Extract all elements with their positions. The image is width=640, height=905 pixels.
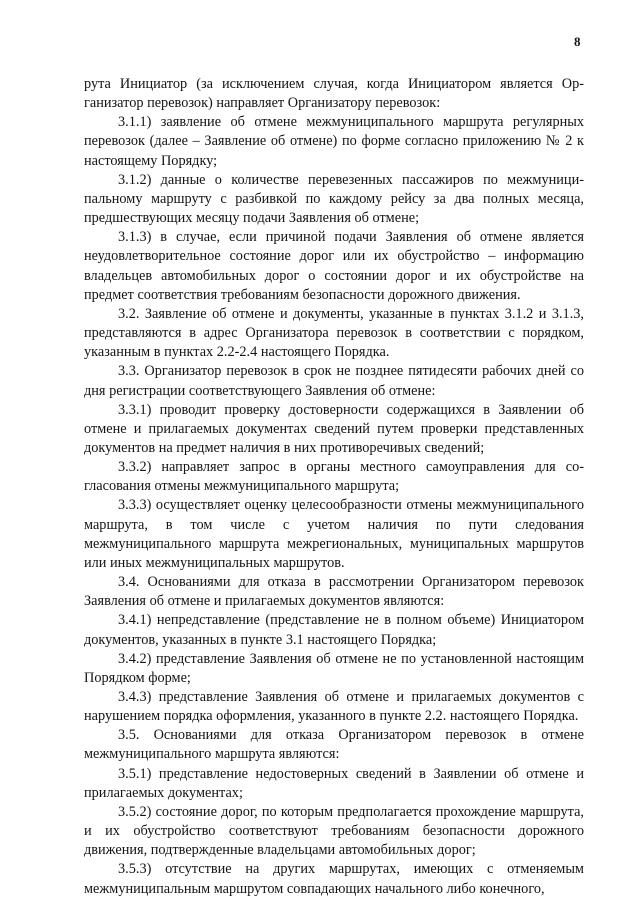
- paragraph-3-4-3: 3.4.3) представление Заявления об отмене и прилагаемых документов с нарушением порядка оформления, указанного в пункте 2.2. настоящего Порядка.: [84, 689, 584, 725]
- paragraph-3-4-1: 3.4.1) непредставление (представление не в полном объеме) Инициатором документов, указанных в пункте 3.1 настоящего Порядка;: [84, 612, 584, 648]
- paragraph-3-1-1: 3.1.1) заявление об отмене межмуниципального маршрута регулярных перевозок (далее – Заявление об отмене) по форме согласно приложению № 2 к настоящему Порядку;: [84, 114, 584, 169]
- paragraph-3-4: 3.4. Основаниями для отказа в рассмотрении Организатором перевозок Заявления об отмене и прилагаемых документов являются:: [84, 574, 584, 610]
- paragraph-3-1-2: 3.1.2) данные о количестве перевезенных пассажиров по межмуниципальному маршруту с разбивкой по каждому рейсу за два полных месяца, предшествующих месяцу подачи Заявления об отмене;: [84, 171, 584, 227]
- paragraph-3-1-3: 3.1.3) в случае, если причиной подачи Заявления об отмене является неудовлетворительное состояние дорог или их обустройство – информацию владельцев автомобильных дорог о состоянии дорог и их обустройстве на предмет соответствия требованиям безопасности дорожного движения.: [84, 229, 584, 303]
- page-number: 8: [574, 34, 581, 49]
- document-body: [84, 75, 584, 899]
- paragraph-3-5: 3.5. Основаниями для отказа Организатором перевозок в отмене межмуниципального маршрута являются:: [84, 727, 584, 763]
- paragraph-3-2: 3.2. Заявление об отмене и документы, указанные в пунктах 3.1.2 и 3.1.3, представляются в адрес Организатора перевозок в соответствии с порядком, указанным в пунктах 2.2-2.4 настоящего Порядка.: [84, 305, 584, 361]
- paragraph-3-5-1: 3.5.1) представление недостоверных сведений в Заявлении об отмене и прилагаемых документах;: [84, 765, 584, 801]
- paragraph-3-3-2: 3.3.2) направляет запрос в органы местного самоуправления для согласования отмены межмуниципального маршрута;: [84, 459, 584, 495]
- paragraph-continuation: рута Инициатор (за исключением случая, когда Инициатором является Организатор перевозок) направляет Организатору перевозок:: [84, 76, 584, 112]
- paragraph-3-5-3: 3.5.3) отсутствие на других маршрутах, имеющих с отменяемым межмуниципальным маршрутом совпадающих начального либо конечного,: [84, 861, 584, 897]
- paragraph-3-5-2: 3.5.2) состояние дорог, по которым предполагается прохождение маршрута, и их обустройство соответствуют требованиям безопасности дорожного движения, подтвержденные владельцами автомобильных дорог;: [84, 803, 584, 859]
- paragraph-3-4-2: 3.4.2) представление Заявления об отмене не по установленной настоящим Порядком форме;: [84, 650, 584, 686]
- paragraph-3-3: 3.3. Организатор перевозок в срок не позднее пятидесяти рабочих дней со дня регистрации соответствующего Заявления об отмене:: [84, 363, 584, 399]
- paragraph-3-3-1: 3.3.1) проводит проверку достоверности содержащихся в Заявлении об отмене и прилагаемых документах сведений путем проверки представленных документов на предмет наличия в них противоречивых сведений;: [84, 401, 584, 456]
- paragraph-3-3-3: 3.3.3) осуществляет оценку целесообразности отмены межмуниципального маршрута, в том числе с учетом наличия по пути следования межмуниципального маршрута межрегиональных, муниципальных маршрутов или иных межмуниципальных маршрутов.: [84, 497, 584, 571]
